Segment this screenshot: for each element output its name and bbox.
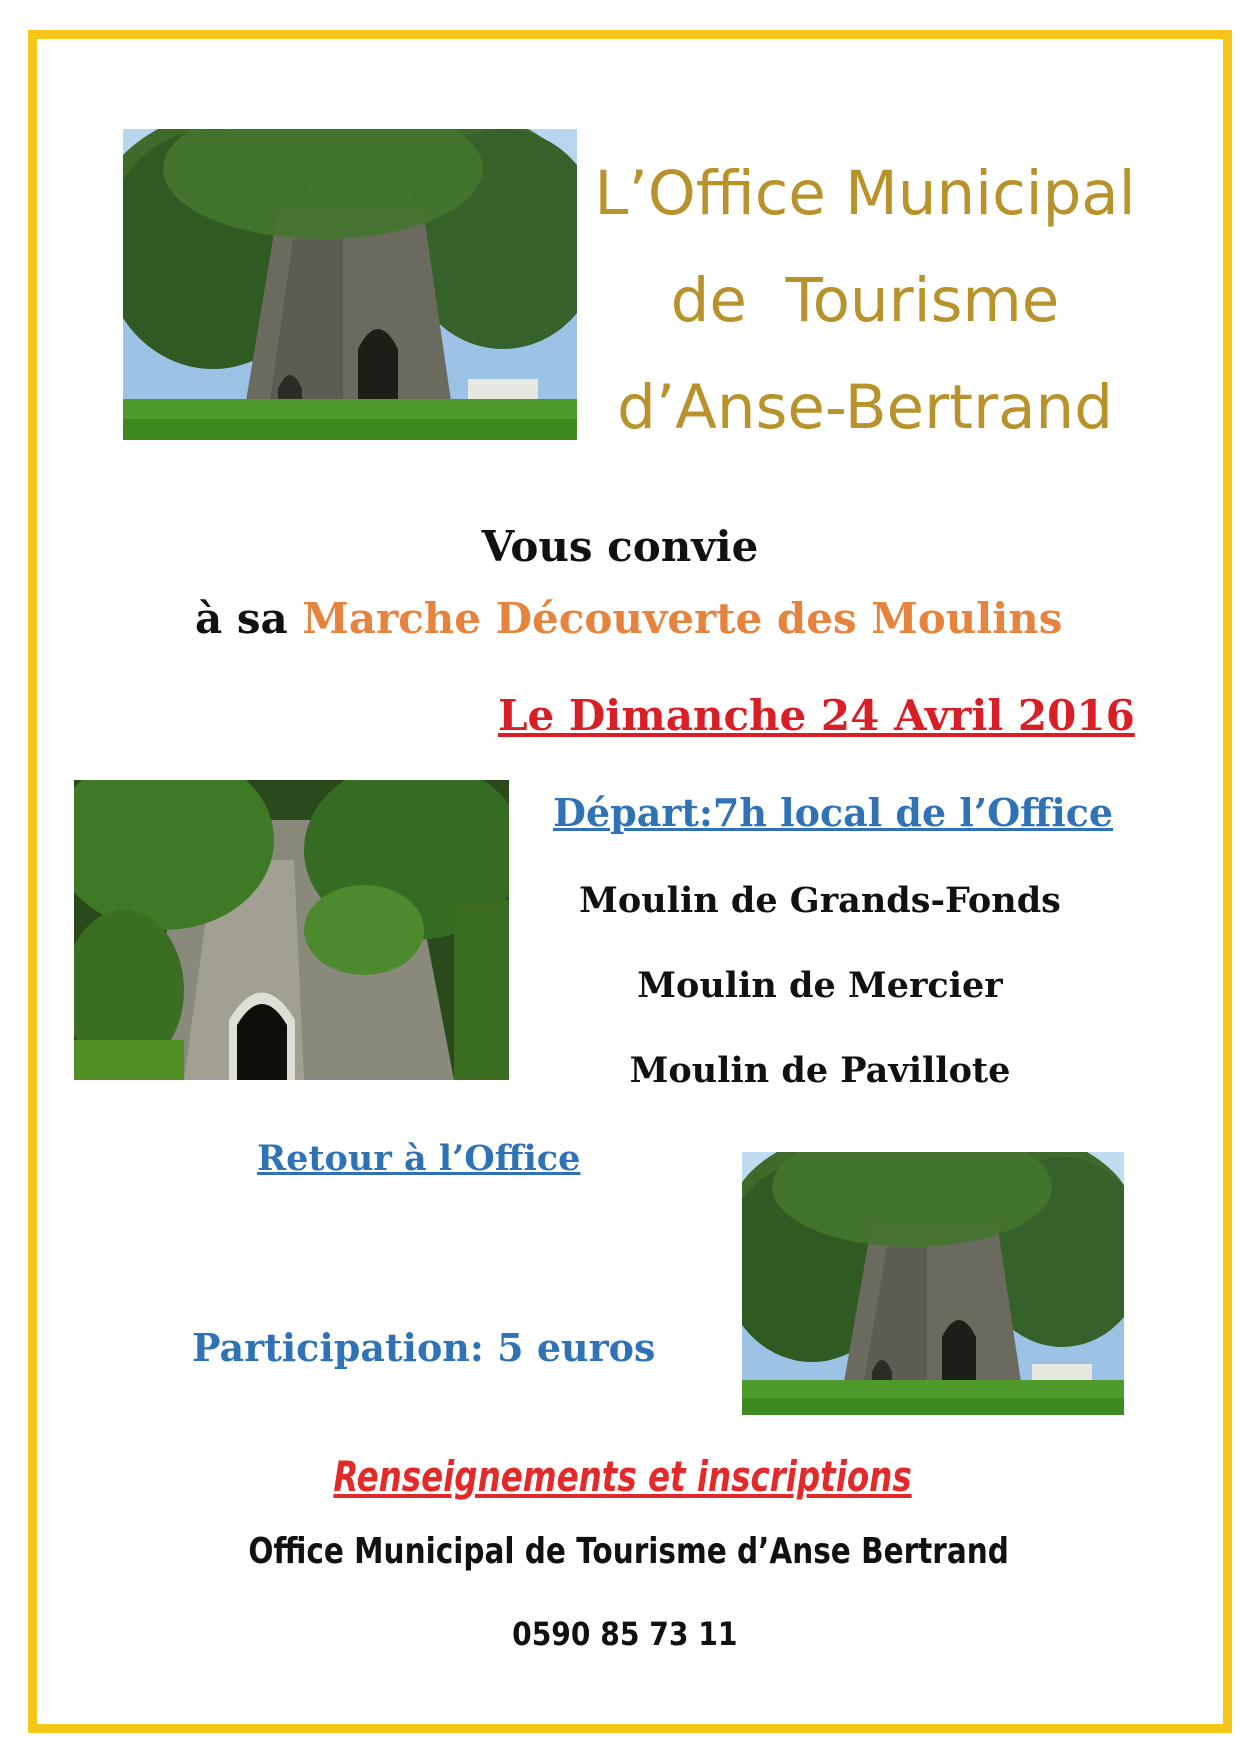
title-line-1: L’Office Municipal	[594, 158, 1136, 229]
stop-2: Moulin de Mercier	[637, 965, 1003, 1006]
stop-3: Moulin de Pavillote	[629, 1050, 1011, 1091]
windmill-photo-middle	[74, 780, 509, 1080]
title-line-2: de Tourisme	[670, 265, 1060, 336]
windmill-photo-bottom	[742, 1152, 1124, 1415]
office-title	[585, 140, 1145, 461]
invitation-line-1: Vous convie	[481, 522, 759, 571]
event-date: Le Dimanche 24 Avril 2016	[498, 691, 1135, 740]
title-line-3: d’Anse-Bertrand	[617, 372, 1113, 443]
windmill-photo-top	[123, 129, 577, 440]
invitation-prefix: à sa	[195, 594, 303, 643]
stop-1: Moulin de Grands-Fonds	[579, 880, 1061, 921]
contact-heading: Renseignements et inscriptions	[333, 1452, 912, 1501]
contact-office: Office Municipal de Tourisme d’Anse Bertrand	[248, 1531, 1009, 1572]
return-info: Retour à l’Office	[257, 1138, 581, 1179]
departure-info: Départ:7h local de l’Office	[553, 790, 1114, 835]
participation-fee: Participation: 5 euros	[192, 1325, 656, 1370]
invitation-line-2	[195, 594, 1062, 643]
event-name: Marche Découverte des Moulins	[302, 594, 1063, 643]
contact-phone: 0590 85 73 11	[512, 1615, 738, 1653]
